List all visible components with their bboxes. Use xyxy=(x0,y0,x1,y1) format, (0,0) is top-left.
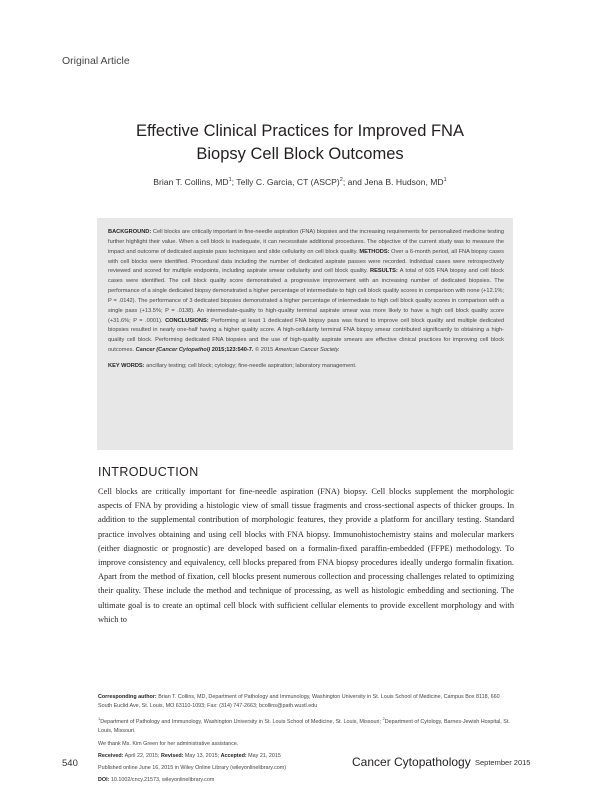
article-type-label: Original Article xyxy=(62,55,130,67)
doi-text: 10.1002/cncy.21573, wileyonlinelibrary.com xyxy=(109,777,215,784)
keywords-text: ancillary testing; cell block; cytology; fine-needle aspiration; laboratory management. xyxy=(144,362,357,369)
copyright-holder: American Cancer Society. xyxy=(274,347,340,354)
accepted-label: Accepted: xyxy=(220,752,247,759)
introduction-heading: INTRODUCTION xyxy=(98,465,199,479)
article-title xyxy=(80,120,520,166)
results-label: RESULTS: xyxy=(370,268,398,275)
citation-journal: Cancer (Cancer Cytopathol) xyxy=(135,347,211,354)
title-line-1: Effective Clinical Practices for Improved FNA xyxy=(136,122,464,140)
author-1: Brian T. Collins, MD xyxy=(153,177,229,187)
revised-date: May 13, 2015; xyxy=(183,752,221,759)
keywords-label: KEY WORDS: xyxy=(108,362,145,369)
author-list xyxy=(60,177,540,187)
corresponding-author-text: Brian T. Collins, MD, Department of Pathology and Immunology, Washington University in St. Louis School of Medicine, Campus Box 8118, 660 South Euclid Ave, St. Louis, MO 63110-1093; Fax: (314) 747-2663; bcollins@path.wustl.edu xyxy=(98,694,500,710)
issue-date: September 2015 xyxy=(475,758,531,767)
abstract-box xyxy=(97,218,513,450)
corresponding-author xyxy=(98,693,514,711)
methods-text: Over a 6-month period, all FNA biopsy cases with cell blocks were identified. Procedural data including the number of dedicated aspirate passes were recorded. Individual cases were retrospectively reviewed and scored for multiple endpoints, including aspirate smear cellularity and cell block quality. xyxy=(108,248,504,275)
keywords xyxy=(108,362,504,372)
received-date: April 22, 2015; xyxy=(123,752,161,759)
conclusions-label: CONCLUSIONS: xyxy=(165,317,209,324)
journal-name: Cancer Cytopathology xyxy=(352,755,471,769)
revised-label: Revised: xyxy=(160,752,184,759)
introduction-body: Cell blocks are critically important for fine-needle aspiration (FNA) biopsy. Cell blocks supplement the morphologic aspects of FNA by providing a histologic view of small tissue fragments and cross-sectional aspects of thicker groups. In addition to the supplemental contribution of morphologic features, they provide a platform for ancillary testing. Standard practice involves obtaining and using cell blocks with FNA biopsy. Immunohistochemistry stains and molecular markers (either diagnostic or prognostic) are developed based on a formalin-fixed paraffin-embedded (FFPE) methodology. To improve consistency and equivalency, cell blocks prepared from FNA biopsy procedures ideally undergo formalin fixation. Apart from the method of fixation, cell blocks present numerous collection and processing challenges related to optimizing their quality. These include the method and technique of processing, as well as histologic embedding and sectioning. The ultimate goal is to create an optimal cell block with sufficient cellular elements to provide excellent morphology and with which to xyxy=(98,487,514,624)
affiliation-1: Department of Pathology and Immunology, Washington University in St. Louis School of Medicine, St. Louis, Missouri; xyxy=(100,719,383,726)
author-3-affiliation: 1 xyxy=(443,177,447,184)
accepted-date: May 21, 2015 xyxy=(246,752,281,759)
doi xyxy=(98,776,514,785)
background-text: Cell blocks are critically important in fine-needle aspiration (FNA) biopsies and the increasing requirements for personalized medicine testing further highlight their value. When a cell block is inadequate, it can necessitate additional procedures. The objective of the current study was to measure the impact and outcome of dedicated aspirate pass techniques and slide cellularity on cell block quality. xyxy=(108,229,504,255)
title-line-2: Biopsy Cell Block Outcomes xyxy=(196,145,404,163)
author-separator: ; xyxy=(231,177,237,187)
author-separator: ; and xyxy=(342,177,365,187)
acknowledgment: We thank Ms. Kim Green for her administrative assistance. xyxy=(98,740,239,747)
affiliation-2-marker: 2 xyxy=(382,716,385,722)
citation-volume: 2015;123:540-7. xyxy=(210,347,254,354)
affiliation-1-marker: 1 xyxy=(98,716,101,722)
background-label: BACKGROUND: xyxy=(108,229,152,235)
abstract-text xyxy=(108,228,504,356)
author-3: Jena B. Hudson, MD xyxy=(364,177,444,187)
author-1-affiliation: 1 xyxy=(228,177,232,184)
page-number: 540 xyxy=(62,758,78,769)
methods-label: METHODS: xyxy=(359,248,390,255)
author-2: Telly C. Garcia, CT (ASCP) xyxy=(236,177,340,187)
copyright-prefix: © 2015 xyxy=(253,347,275,354)
conclusions-text: Performing at least 1 dedicated FNA biopsy pass was found to improve cell block quality and multiple dedicated biopsies resulted in nearly one-half having a higher quality score. A high-cellularity terminal FNA biopsy smear contributed significantly to obtaining a high-quality cell block. Performing dedicated FNA biopsies and the use of high-quality aspirate smears are effective clinical practices for improving cell block outcomes. xyxy=(108,317,504,354)
corresponding-author-label: Corresponding author: xyxy=(98,694,157,700)
author-2-affiliation: 2 xyxy=(339,177,343,184)
published-online: Published online June 16, 2015 in Wiley Online Library (wileyonlinelibrary.com) xyxy=(98,765,287,772)
doi-label: DOI: xyxy=(98,777,110,784)
footnotes xyxy=(98,693,514,788)
affiliation-2: Department of Cytology, Barnes-Jewish Hospital, St. Louis, Missouri. xyxy=(98,719,510,735)
results-text: A total of 605 FNA biopsy and cell block cases were identified. The cell block quality score demonstrated a progressive improvement with an increasing number of dedicated biopsies. The performance of a single dedicated biopsy demonstrated a higher percentage of intermediate to high cell block quality scores in comparison with none (+12.1%; P = .0142). The performance of 3 dedicated biopsies demonstrated a higher percentage of intermediate to high cell block quality scores in comparison with a single pass (+13.5%; P = .0138). An intermediate-quality to high-quality terminal aspirate smear was more likely to have a high cell block quality score (+31.6%; P = .0001). xyxy=(108,268,504,324)
received-label: Received: xyxy=(98,752,124,759)
affiliations xyxy=(98,714,514,736)
